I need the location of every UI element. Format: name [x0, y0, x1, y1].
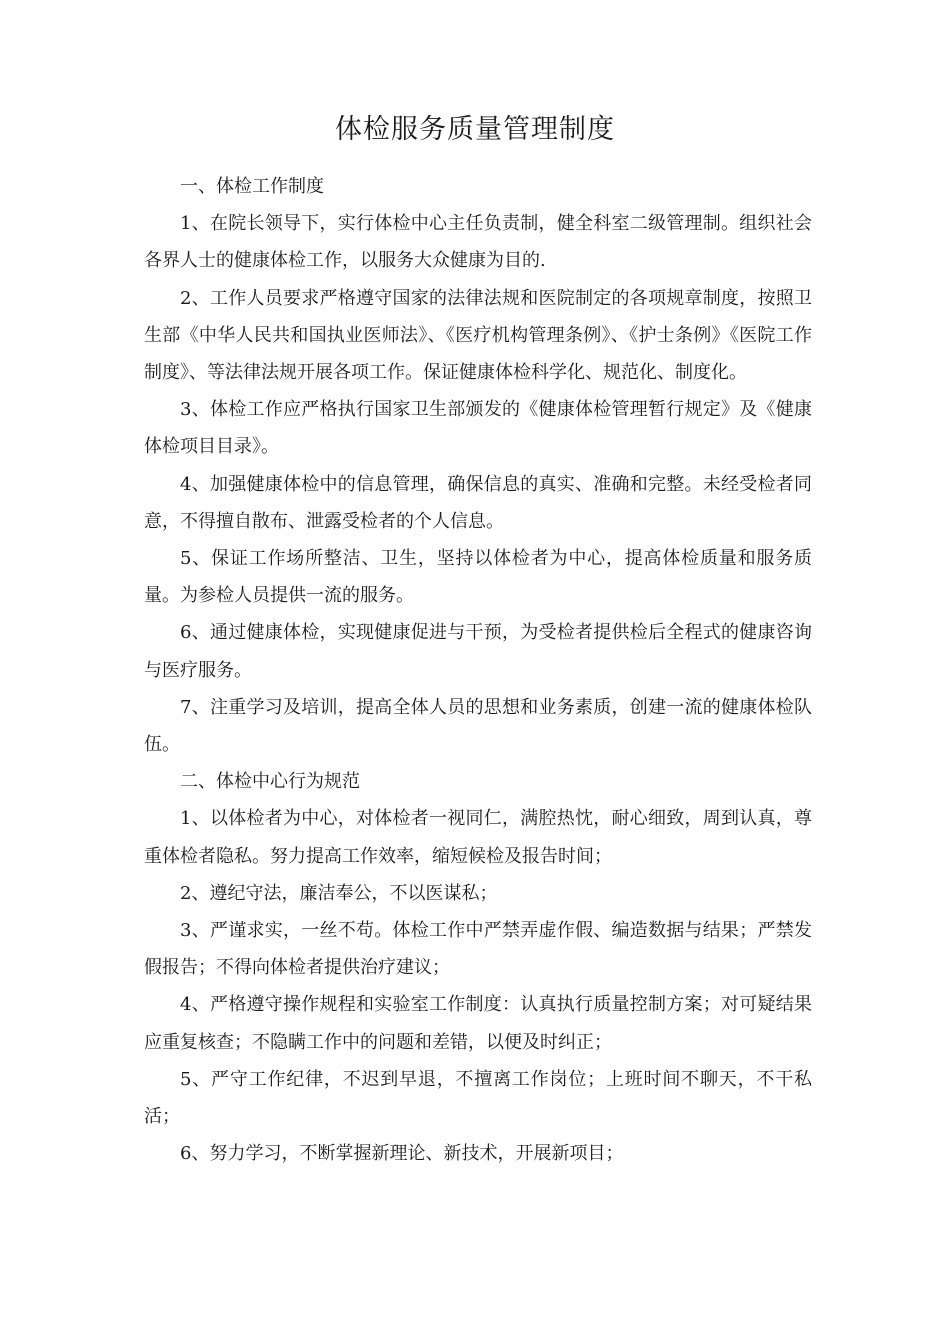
document-body [144, 168, 812, 1172]
section-heading: 二、体检中心行为规范 [180, 771, 360, 793]
paragraph: 3、严谨求实，一丝不苟。体检工作中严禁弄虚作假、编造数据与结果；严禁发假报告；不得向体检者提供治疗建议； [144, 920, 812, 979]
paragraph: 6、努力学习，不断掌握新理论、新技术，开展新项目； [180, 1143, 624, 1165]
paragraph: 5、严守工作纪律，不迟到早退，不擅离工作岗位；上班时间不聊天，不干私活； [144, 1068, 812, 1128]
paragraph: 1、以体检者为中心，对体检者一视同仁，满腔热忱，耐心细致，周到认真，尊重体检者隐私。努力提高工作效率，缩短候检及报告时间； [144, 808, 812, 867]
paragraph: 2、工作人员要求严格遵守国家的法律法规和医院制定的各项规章制度，按照卫生部《中华人民共和国执业医师法》、《医疗机构管理条例》、《护士条例》《医院工作制度》、等法律法规开展各项工作。保证健康体检科学化、规范化、制度化。 [144, 287, 812, 384]
paragraph: 6、通过健康体检，实现健康促进与干预，为受检者提供检后全程式的健康咨询与医疗服务。 [144, 622, 812, 681]
paragraph: 1、在院长领导下，实行体检中心主任负责制，健全科室二级管理制。组织社会各界人士的健康体检工作，以服务大众健康为目的. [144, 213, 812, 272]
paragraph: 4、加强健康体检中的信息管理，确保信息的真实、准确和完整。未经受检者同意，不得擅自散布、泄露受检者的个人信息。 [144, 473, 812, 532]
paragraph: 7、注重学习及培训，提高全体人员的思想和业务素质，创建一流的健康体检队伍。 [144, 696, 812, 756]
paragraph: 2、遵纪守法，廉洁奉公，不以医谋私； [180, 882, 498, 904]
paragraph: 3、体检工作应严格执行国家卫生部颁发的《健康体检管理暂行规定》及《健康体检项目目录》。 [144, 399, 812, 458]
section-heading: 一、体检工作制度 [180, 176, 324, 197]
paragraph: 4、严格遵守操作规程和实验室工作制度：认真执行质量控制方案；对可疑结果应重复核查；不隐瞒工作中的问题和差错，以便及时纠正； [144, 994, 812, 1053]
document-title: 体检服务质量管理制度 [335, 114, 615, 145]
paragraph: 5、保证工作场所整洁、卫生，坚持以体检者为中心，提高体检质量和服务质量。为参检人员提供一流的服务。 [144, 548, 812, 607]
